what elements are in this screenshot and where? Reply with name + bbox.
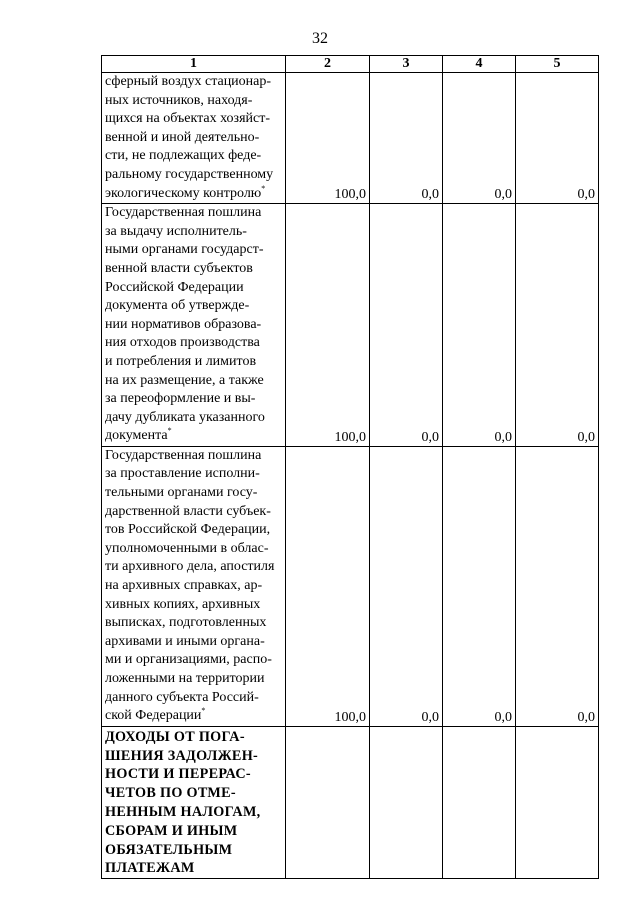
table-row <box>102 726 599 878</box>
description-line: Российской Федерации <box>105 279 244 295</box>
table-body <box>102 73 599 879</box>
footnote-marker: * <box>261 183 266 193</box>
heading-line: ОБЯЗАТЕЛЬНЫМ <box>105 841 233 858</box>
description-line: ложенными на территории <box>105 671 265 686</box>
description-line: документа <box>105 428 168 444</box>
value-cell-col2: 100,0 <box>286 446 370 726</box>
description-line: сти, не подлежащих феде- <box>105 148 262 164</box>
section-heading <box>102 726 286 878</box>
description-line: тельными органами госу- <box>105 485 258 501</box>
description-line: щихся на объектах хозяйст- <box>105 111 270 127</box>
description-line: венной власти субъектов <box>105 260 253 276</box>
value-cell-col2 <box>286 726 370 878</box>
description-line: хивных копиях, архивных <box>105 596 261 612</box>
heading-line: НЕННЫМ НАЛОГАМ, <box>105 803 261 820</box>
heading-line: ПЛАТЕЖАМ <box>105 860 195 877</box>
description-line: ской Федерации <box>105 708 202 724</box>
value-cell-col5: 0,0 <box>516 446 599 726</box>
page-number: 32 <box>312 30 328 47</box>
column-header-5: 5 <box>516 56 599 73</box>
description-line: ных источников, находя- <box>105 92 253 108</box>
description-line: ральному государственному <box>105 166 274 182</box>
value-cell-col3 <box>370 726 443 878</box>
description-line: тов Российской Федерации, <box>105 522 271 538</box>
row-description <box>102 446 286 726</box>
column-header-1: 1 <box>102 56 286 73</box>
description-line: ными органами государст- <box>105 242 264 258</box>
description-line: дачу дубликата указанного <box>105 409 265 425</box>
description-line: данного субъекта Россий- <box>105 689 259 705</box>
description-line: архивами и иными органа- <box>105 633 265 649</box>
row-description <box>102 204 286 447</box>
description-line: сферный воздух стационар- <box>105 74 272 89</box>
value-cell-col3: 0,0 <box>370 204 443 447</box>
budget-table <box>101 55 599 879</box>
description-line: венной и иной деятельно- <box>105 129 260 145</box>
value-cell-col5: 0,0 <box>516 204 599 447</box>
description-line: документа об утвержде- <box>105 298 250 314</box>
description-line: и потребления и лимитов <box>105 353 257 369</box>
value-cell-col4: 0,0 <box>443 204 516 447</box>
description-line: на архивных справках, ар- <box>105 578 263 594</box>
heading-line: ШЕНИЯ ЗАДОЛЖЕН- <box>105 747 259 764</box>
table-row <box>102 446 599 726</box>
value-cell-col2: 100,0 <box>286 73 370 204</box>
description-line: Государственная пошлина <box>105 205 262 221</box>
footnote-marker: * <box>167 426 172 436</box>
value-cell-col4: 0,0 <box>443 446 516 726</box>
value-cell-col5: 0,0 <box>516 73 599 204</box>
value-cell-col4 <box>443 726 516 878</box>
description-line: за выдачу исполнитель- <box>105 223 247 239</box>
description-line: ми и организациями, распо- <box>105 652 272 668</box>
description-line: ти архивного дела, апостиля <box>105 559 275 575</box>
description-line: за переоформление и вы- <box>105 391 256 407</box>
column-header-3: 3 <box>370 56 443 73</box>
description-line: Государственная пошлина <box>105 447 262 463</box>
value-cell-col5 <box>516 726 599 878</box>
value-cell-col3: 0,0 <box>370 73 443 204</box>
description-line: на их размещение, а также <box>105 372 264 388</box>
heading-line: СБОРАМ И ИНЫМ <box>105 822 238 839</box>
table-row <box>102 204 599 447</box>
table-row <box>102 73 599 204</box>
footnote-marker: * <box>201 706 206 716</box>
description-line: за проставление исполни- <box>105 466 260 482</box>
description-line: ния отходов производства <box>105 335 260 351</box>
heading-line: НОСТИ И ПЕРЕРАС- <box>105 766 251 783</box>
value-cell-col3: 0,0 <box>370 446 443 726</box>
table-header-row <box>102 56 599 73</box>
heading-line: ЧЕТОВ ПО ОТМЕ- <box>105 785 236 802</box>
column-header-2: 2 <box>286 56 370 73</box>
column-header-4: 4 <box>443 56 516 73</box>
description-line: выписках, подготовленных <box>105 615 267 631</box>
value-cell-col2: 100,0 <box>286 204 370 447</box>
row-description <box>102 73 286 204</box>
description-line: уполномоченными в облас- <box>105 540 269 556</box>
heading-line: ДОХОДЫ ОТ ПОГА- <box>105 728 245 745</box>
value-cell-col4: 0,0 <box>443 73 516 204</box>
description-line: экологическому контролю <box>105 185 262 201</box>
description-line: нии нормативов образова- <box>105 316 262 332</box>
description-line: дарственной власти субъек- <box>105 503 271 519</box>
